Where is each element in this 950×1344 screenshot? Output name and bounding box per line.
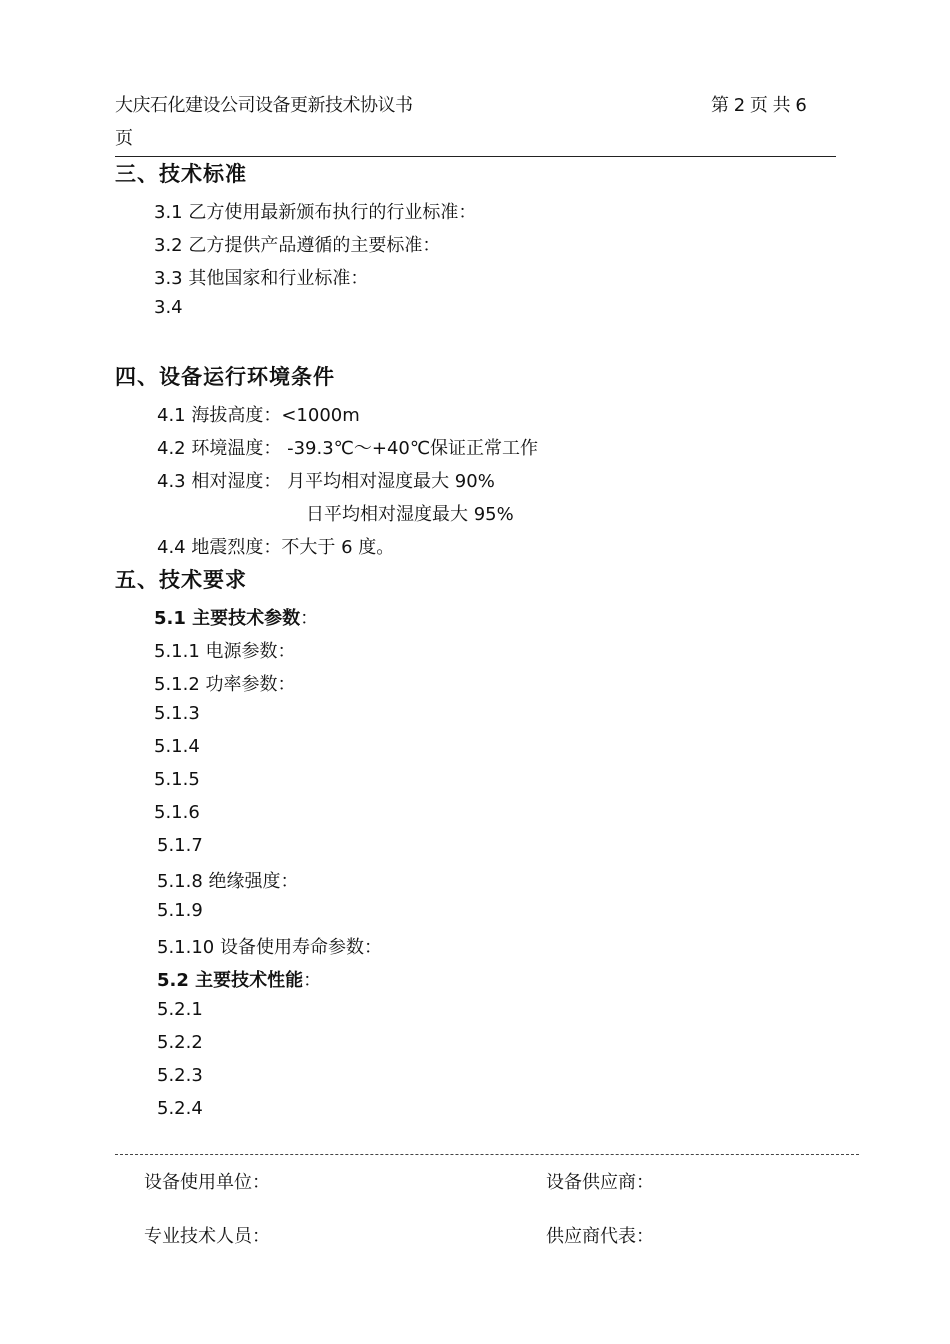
item-4-4: 4.4 地震烈度：不大于 6 度。: [157, 537, 395, 558]
item-3-4: 3.4: [154, 297, 183, 318]
item-4-3-daily: 日平均相对湿度最大 95%: [306, 504, 514, 525]
footer-supplier: 设备供应商：: [546, 1172, 654, 1193]
section-4-heading: 四、设备运行环境条件: [115, 365, 335, 389]
footer-supplier-rep: 供应商代表：: [546, 1226, 654, 1247]
section-3-heading: 三、技术标准: [115, 162, 247, 186]
item-3-2: 3.2 乙方提供产品遵循的主要标准：: [154, 235, 441, 256]
footer-user-unit: 设备使用单位：: [144, 1172, 270, 1193]
item-5-1-4: 5.1.4: [154, 736, 200, 757]
item-5-1-8: 5.1.8 绝缘强度：: [157, 871, 299, 892]
item-4-3: 4.3 相对湿度： 月平均相对湿度最大 90%: [157, 471, 495, 492]
item-4-2: 4.2 环境温度： -39.3℃～+40℃保证正常工作: [157, 438, 539, 459]
item-5-1-5: 5.1.5: [154, 769, 200, 790]
subsection-5-2-colon: ：: [303, 970, 322, 991]
item-3-1: 3.1 乙方使用最新颁布执行的行业标准：: [154, 202, 477, 223]
subsection-5-2-label: 5.2 主要技术性能: [157, 970, 304, 991]
item-5-1-2: 5.1.2 功率参数：: [154, 674, 296, 695]
item-5-2-1: 5.2.1: [157, 999, 203, 1020]
header-rule: [115, 156, 836, 157]
subsection-5-2: [157, 966, 321, 992]
item-5-2-3: 5.2.3: [157, 1065, 203, 1086]
footer-dashed-rule: [115, 1154, 859, 1155]
item-3-3: 3.3 其他国家和行业标准：: [154, 268, 369, 289]
page-info: 第 2 页 共 6: [711, 95, 807, 116]
page-info-suffix: 页: [115, 128, 133, 149]
item-5-1-10: 5.1.10 设备使用寿命参数：: [157, 937, 382, 958]
item-5-1-6: 5.1.6: [154, 802, 200, 823]
subsection-5-1-label: 5.1 主要技术参数: [154, 608, 301, 629]
document-title: 大庆石化建设公司设备更新技术协议书: [115, 95, 413, 116]
subsection-5-1-colon: ：: [300, 608, 319, 629]
item-5-1-9: 5.1.9: [157, 900, 203, 921]
item-4-1: 4.1 海拔高度：<1000m: [157, 405, 360, 426]
footer-tech-staff: 专业技术人员：: [144, 1226, 270, 1247]
item-5-2-4: 5.2.4: [157, 1098, 203, 1119]
item-5-1-3: 5.1.3: [154, 703, 200, 724]
section-5-heading: 五、技术要求: [115, 568, 247, 592]
subsection-5-1: [154, 604, 318, 630]
item-5-2-2: 5.2.2: [157, 1032, 203, 1053]
item-5-1-1: 5.1.1 电源参数：: [154, 641, 296, 662]
item-5-1-7: 5.1.7: [157, 835, 203, 856]
